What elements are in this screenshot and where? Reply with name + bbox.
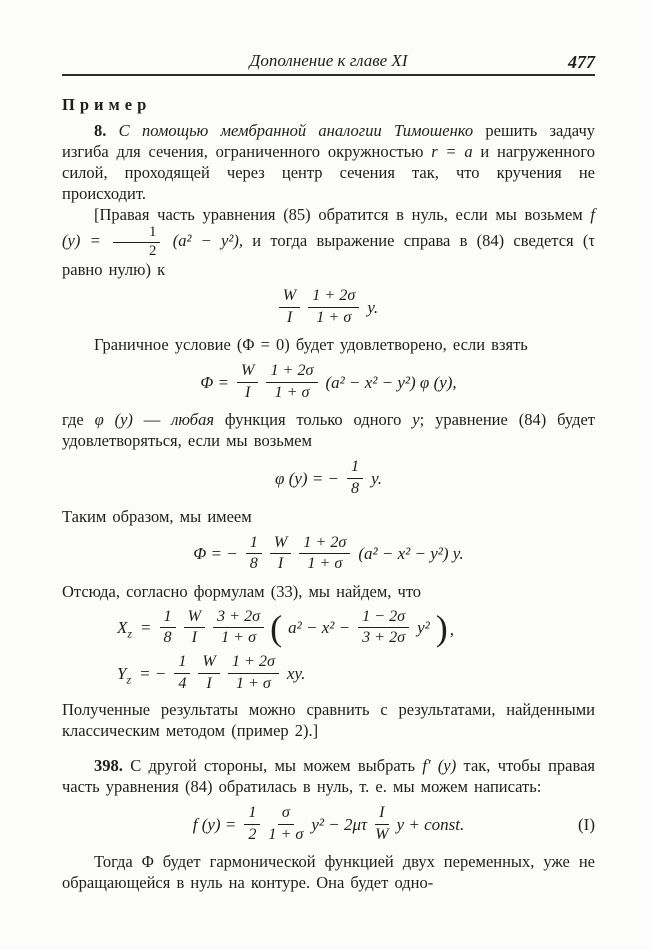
formula-yz (62, 653, 595, 693)
numerator: 3 + 2σ (213, 608, 264, 629)
page-number: 477 (568, 52, 595, 72)
item-number: 398. (94, 756, 123, 776)
stress-formulas (62, 608, 595, 693)
fraction (308, 287, 359, 327)
problem-8-paragraph (62, 120, 595, 204)
formula-text: xy. (286, 663, 306, 683)
boundary-condition-paragraph: Граничное условие (Φ = 0) будет удовлетворено, если взять (94, 335, 528, 355)
formula-text: y. (371, 469, 382, 489)
numerator: I (375, 804, 388, 825)
paragraph-text: [Правая часть уравнения (85) обратится в нуль, если мы возьмем (94, 205, 591, 224)
fraction (375, 804, 388, 844)
formula-phi-result (62, 534, 595, 574)
denominator: I (191, 629, 197, 647)
item-number: 8. (94, 121, 107, 140)
denominator: W (375, 825, 389, 843)
numerator: 1 − 2σ (358, 608, 409, 629)
denominator: 8 (249, 555, 258, 573)
denominator: 1 + σ (307, 555, 343, 573)
fraction (160, 608, 176, 648)
numerator: W (184, 608, 205, 629)
numerator: 1 + 2σ (308, 287, 359, 308)
formula-lhs (117, 617, 133, 641)
formula-shear-expression (62, 287, 595, 327)
numerator: W (237, 362, 258, 383)
numerator: 1 (347, 458, 363, 479)
formula-text: y² − 2μτ (311, 814, 368, 834)
numerator: 1 + 2σ (266, 362, 317, 383)
fraction (299, 534, 350, 574)
emphasis-text: любая (171, 410, 215, 430)
results-comparison-paragraph: Полученные результаты можно сравнить с результатами, найденными классическим методом (пример 2).] (62, 700, 595, 741)
denominator: I (286, 308, 293, 326)
example-heading: Пример (62, 95, 152, 114)
paragraph-text: так, чтобы правая часть уравнения (84) обратилась в нуль, т. е. мы можем написать: (62, 756, 595, 797)
formula-xz: $X_z$ = $\frac{1}{8}$ $\frac{W}{I}$ $\frac{3 + 2\sigma}{1 + \sigma}$ ( a² − x² − $\frac{1 - 2\sigma}{3 + 2\sigma}$ y² ) , (117, 607, 455, 648)
paragraph-text: С другой стороны, мы можем выбрать (122, 756, 423, 776)
numerator: W (198, 653, 219, 674)
denominator: 2 (248, 825, 257, 843)
fraction (244, 804, 260, 844)
formula-lhs: φ (y) = − (275, 469, 340, 489)
numerator: 1 (174, 653, 190, 674)
math-inline: y (412, 410, 420, 430)
denominator: 1 + σ (235, 674, 271, 692)
numerator: 1 + 2σ (299, 534, 350, 555)
page-header (62, 50, 595, 74)
fraction (279, 287, 300, 327)
equals-sign: = (140, 618, 152, 638)
subscript: z (127, 626, 133, 641)
thus-paragraph: Таким образом, мы имеем (62, 506, 252, 526)
denominator: 1 + σ (221, 629, 257, 647)
fraction (174, 653, 190, 693)
paragraph-text: и нагруженного силой, проходящей через центр сечения так, что кручения не происходит. (62, 142, 595, 203)
fraction (268, 804, 303, 844)
variable: Y (117, 663, 127, 683)
denominator: 3 + 2σ (362, 629, 406, 647)
denominator: 1 + σ (316, 308, 352, 326)
solution-paragraph (62, 204, 595, 280)
paragraph-text: ; уравнение (84) будет удовлетворяться, если мы возьмем (62, 410, 596, 451)
running-title: Дополнение к главе XI (249, 51, 408, 70)
paragraph-text: и тогда выражение справа в (84) сведется (τ равно нулю) к (62, 230, 595, 280)
fraction (246, 534, 262, 574)
math-inline: f′ (y) (422, 756, 457, 776)
formula-text: y² (417, 618, 430, 638)
numerator: W (270, 534, 291, 555)
math-inline: f (y) = (62, 205, 595, 250)
math-inline: r = a (431, 142, 473, 161)
numerator: 1 + 2σ (228, 653, 279, 674)
numerator: 1 (246, 534, 262, 555)
equation-number: (I) (578, 814, 595, 834)
numerator: σ (278, 804, 294, 825)
denominator: 8 (163, 629, 172, 647)
hence-paragraph: Отсюда, согласно формулам (33), мы найдем, что (62, 581, 422, 601)
denominator: 1 + σ (268, 825, 304, 843)
fraction (270, 534, 291, 574)
formula-text: , (449, 619, 455, 639)
denominator: I (277, 555, 284, 573)
formula-text: y. (367, 297, 379, 317)
paragraph-text: где (62, 410, 95, 430)
formula-lhs: Φ = − (193, 544, 238, 564)
numerator: 1 (160, 608, 176, 629)
denominator: I (206, 674, 212, 692)
fraction (266, 362, 317, 402)
fraction (347, 458, 363, 498)
numerator: W (279, 287, 300, 308)
formula-text: (a² − x² − y²) φ (y), (325, 372, 457, 392)
problem-398-paragraph (62, 755, 595, 797)
equals-sign: = − (139, 663, 167, 683)
paragraph-text: функция только одного (214, 410, 413, 430)
denominator: 1 + σ (274, 383, 310, 401)
fraction (184, 608, 205, 648)
formula-phi (62, 362, 595, 402)
subscript: z (126, 671, 132, 686)
closing-paragraph: Тогда Φ будет гармонической функцией двух переменных, уже не обращающейся в нуль на контуре. Она будет одно- (62, 852, 595, 893)
math-inline: (a² − y²), (163, 230, 243, 250)
fraction (237, 362, 258, 402)
formula-text: (a² − x² − y²) y. (358, 544, 464, 564)
formula-lhs (117, 663, 131, 684)
denominator: 2 (149, 242, 157, 259)
fraction (228, 653, 279, 693)
fraction (213, 608, 264, 648)
denominator: I (245, 383, 251, 401)
math-inline: φ (y) (94, 410, 133, 430)
fraction (358, 608, 409, 648)
header-rule (62, 74, 595, 76)
formula-f-of-y (62, 804, 595, 844)
formula-text: y + const. (396, 814, 465, 834)
fraction (113, 225, 160, 259)
numerator: 1 (113, 225, 160, 243)
paragraph-text: — (132, 410, 172, 430)
formula-phi-of-y (62, 458, 595, 498)
variable: X (117, 618, 128, 638)
denominator: 4 (178, 674, 187, 692)
fraction (198, 653, 219, 693)
formula-text: a² − x² − (288, 618, 351, 638)
denominator: 8 (351, 480, 360, 498)
formula-lhs: Φ = (200, 372, 229, 392)
formula-lhs: f (y) = (192, 814, 237, 834)
phi-function-paragraph (62, 409, 595, 451)
numerator: 1 (244, 804, 260, 825)
paragraph-text: решить задачу изгиба для сечения, ограниченного окружностью (62, 121, 595, 161)
emphasis-text: С помощью мембранной аналогии Тимошенко (106, 121, 486, 140)
